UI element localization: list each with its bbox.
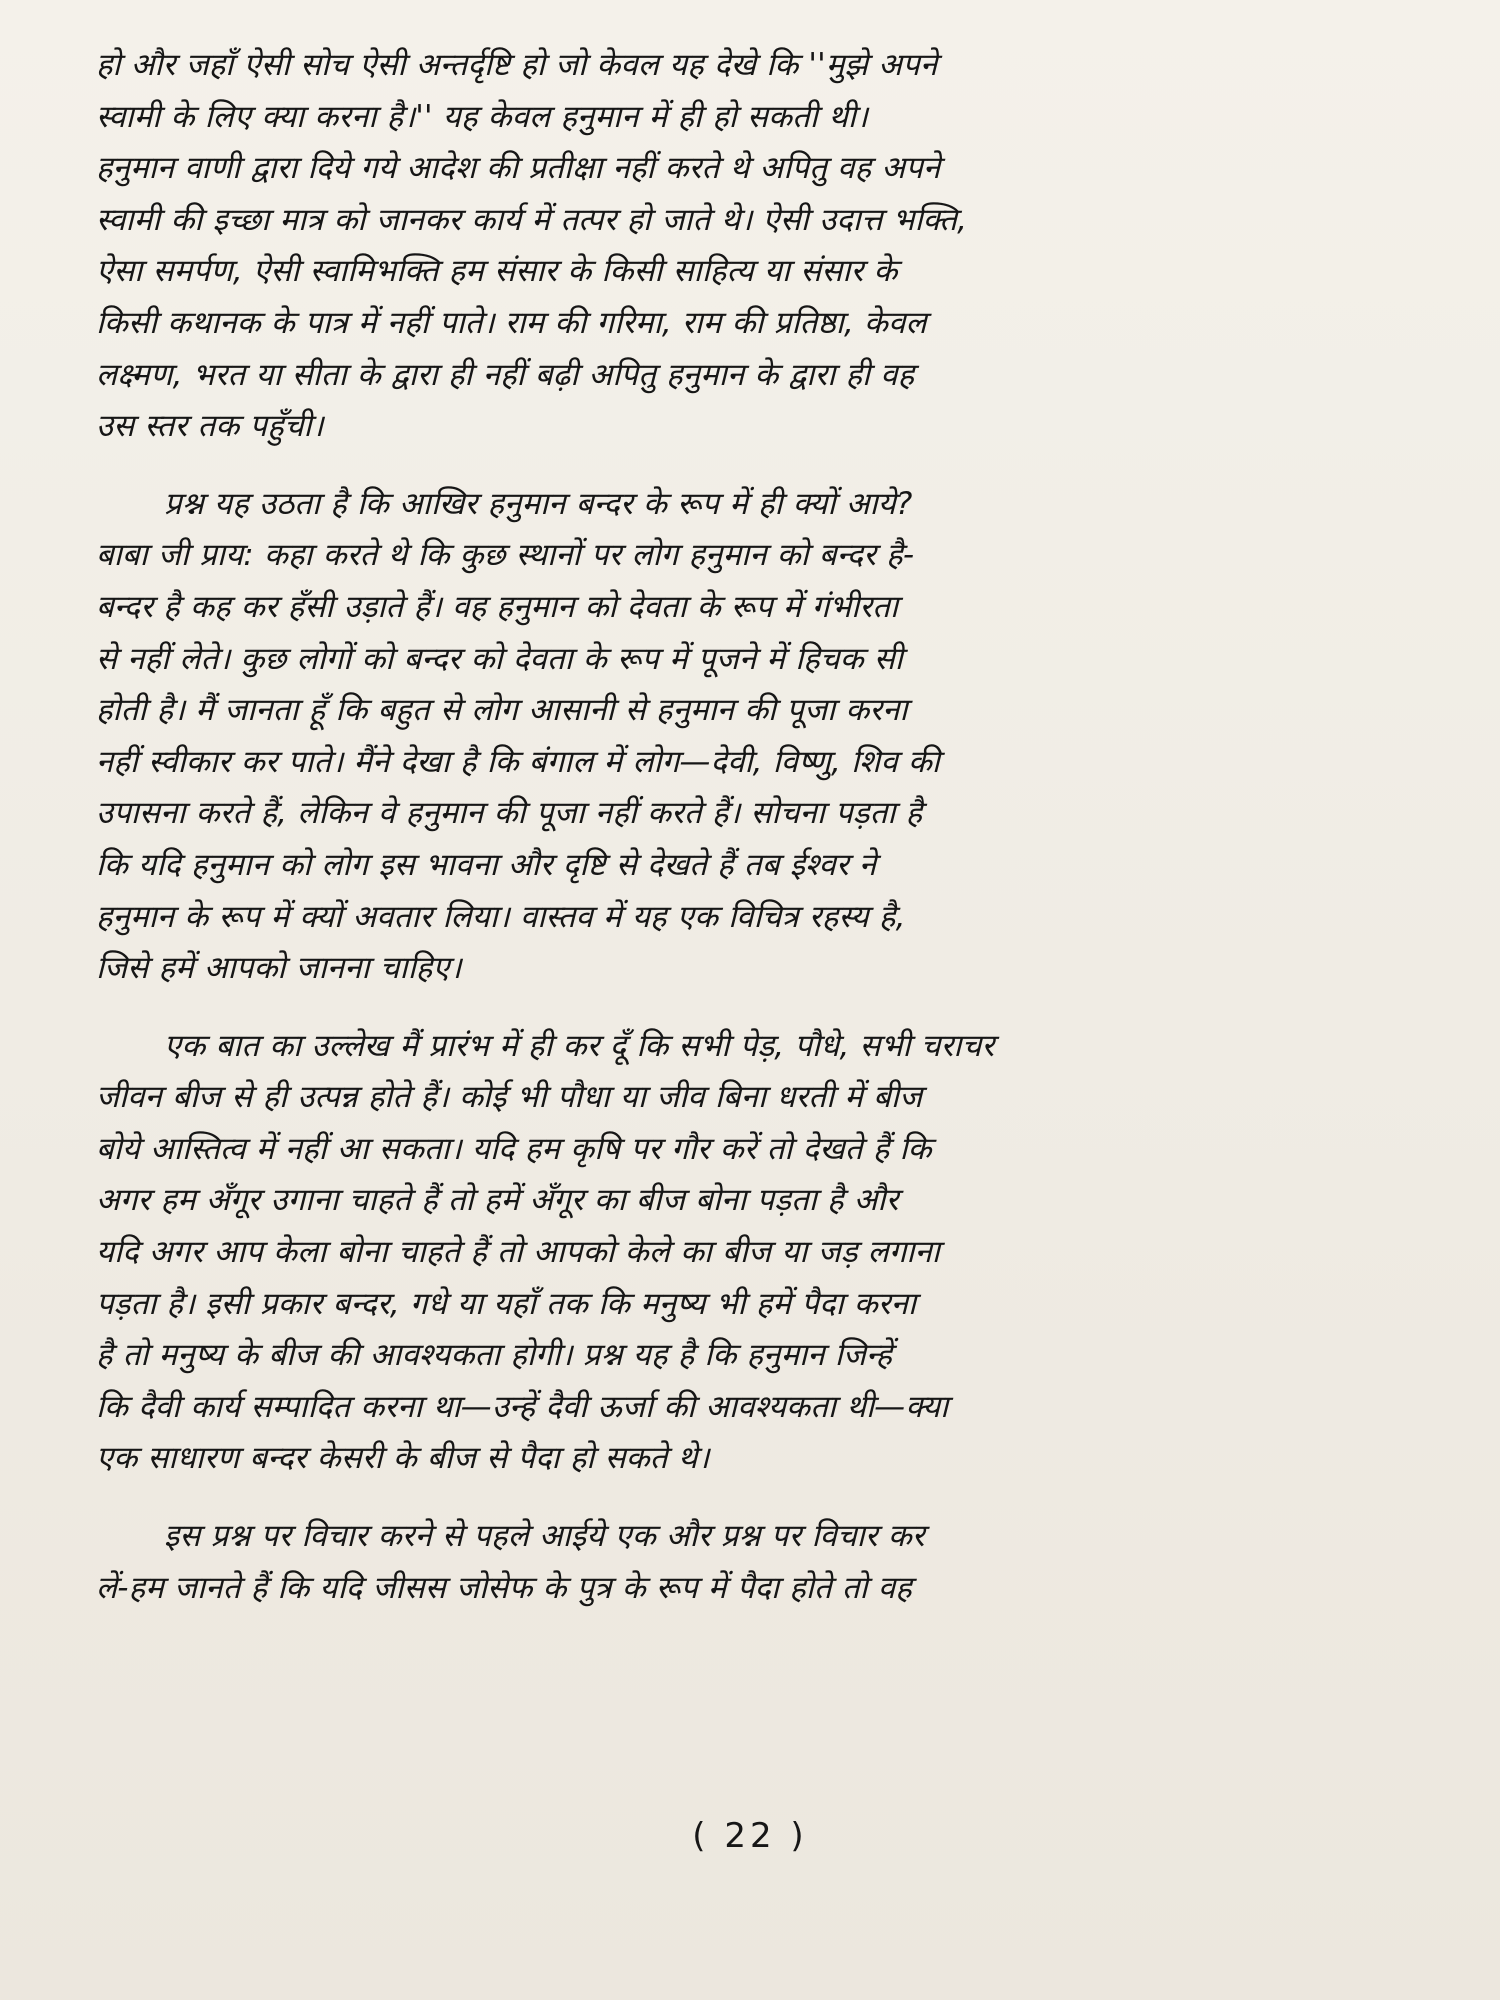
- text-line: स्वामी के लिए क्या करना है।'' यह केवल हनुमान में ही हो सकती थी।: [96, 98, 869, 135]
- text-line: कि यदि हनुमान को लोग इस भावना और दृष्टि से देखते हैं तब ईश्वर ने: [96, 846, 877, 883]
- text-line: स्वामी की इच्छा मात्र को जानकर कार्य में तत्पर हो जाते थे। ऐसी उदात्त भक्ति,: [96, 201, 968, 238]
- text-line: है तो मनुष्य के बीज की आवश्यकता होगी। प्रश्न यह है कि हनुमान जिन्हें: [96, 1337, 893, 1374]
- text-line: बोये आस्तित्व में नहीं आ सकता। यदि हम कृषि पर गौर करें तो देखते हैं कि: [96, 1130, 932, 1167]
- text-line: बन्दर है कह कर हँसी उड़ाते हैं। वह हनुमान को देवता के रूप में गंभीरता: [96, 588, 899, 625]
- paragraph-1: [96, 40, 1396, 453]
- text-line: नहीं स्वीकार कर पाते। मैंने देखा है कि बंगाल में लोग—देवी, विष्णु, शिव की: [96, 743, 940, 780]
- text-line: से नहीं लेते। कुछ लोगों को बन्दर को देवता के रूप में पूजने में हिचक सी: [96, 640, 904, 677]
- text-line: पड़ता है। इसी प्रकार बन्दर, गधे या यहाँ तक कि मनुष्य भी हमें पैदा करना: [96, 1285, 917, 1322]
- text-line: प्रश्न यह उठता है कि आखिर हनुमान बन्दर के रूप में ही क्यों आये?: [164, 485, 913, 522]
- text-line: कि दैवी कार्य सम्पादित करना था—उन्हें दैवी ऊर्जा की आवश्यकता थी—क्या: [96, 1388, 949, 1425]
- text-line: उस स्तर तक पहुँची।: [96, 408, 324, 445]
- body-text: [96, 40, 1396, 1614]
- text-line: जीवन बीज से ही उत्पन्न होते हैं। कोई भी पौधा या जीव बिना धरती में बीज: [96, 1079, 923, 1116]
- paragraph-3: [96, 1021, 1396, 1485]
- text-line: यदि अगर आप केला बोना चाहते हैं तो आपको केले का बीज या जड़ लगाना: [96, 1234, 941, 1271]
- text-line: लक्ष्मण, भरत या सीता के द्वारा ही नहीं बढ़ी अपितु हनुमान के द्वारा ही वह: [96, 356, 915, 393]
- text-line: हनुमान वाणी द्वारा दिये गये आदेश की प्रतीक्षा नहीं करते थे अपितु वह अपने: [96, 150, 941, 187]
- paragraph-4: [96, 1511, 1396, 1614]
- paragraph-2: [96, 479, 1396, 995]
- text-line: हो और जहाँ ऐसी सोच ऐसी अन्तर्दृष्टि हो जो केवल यह देखे कि ''मुझे अपने: [96, 47, 938, 83]
- text-line: ऐसा समर्पण, ऐसी स्वामिभक्ति हम संसार के किसी साहित्य या संसार के: [96, 253, 898, 290]
- text-line: बाबा जी प्राय: कहा करते थे कि कुछ स्थानों पर लोग हनुमान को बन्दर है-: [96, 537, 915, 574]
- text-line: हनुमान के रूप में क्यों अवतार लिया। वास्तव में यह एक विचित्र रहस्य है,: [96, 898, 906, 935]
- text-line: अगर हम अँगूर उगाना चाहते हैं तो हमें अँगूर का बीज बोना पड़ता है और: [96, 1182, 899, 1219]
- text-line: एक बात का उल्लेख मैं प्रारंभ में ही कर दूँ कि सभी पेड़, पौधे, सभी चराचर: [164, 1027, 995, 1064]
- text-line: होती है। मैं जानता हूँ कि बहुत से लोग आसानी से हनुमान की पूजा करना: [96, 692, 908, 729]
- text-line: उपासना करते हैं, लेकिन वे हनुमान की पूजा नहीं करते हैं। सोचना पड़ता है: [96, 795, 923, 832]
- text-line: एक साधारण बन्दर केसरी के बीज से पैदा हो सकते थे।: [96, 1440, 710, 1477]
- text-line: जिसे हमें आपको जानना चाहिए।: [96, 950, 462, 987]
- text-line: किसी कथानक के पात्र में नहीं पाते। राम की गरिमा, राम की प्रतिष्ठा, केवल: [96, 304, 927, 341]
- text-line: लें-हम जानते हैं कि यदि जीसस जोसेफ के पुत्र के रूप में पैदा होते तो वह: [96, 1569, 912, 1606]
- text-line: इस प्रश्न पर विचार करने से पहले आईये एक और प्रश्न पर विचार कर: [164, 1518, 925, 1555]
- page-number: ( 22 ): [692, 1816, 808, 1856]
